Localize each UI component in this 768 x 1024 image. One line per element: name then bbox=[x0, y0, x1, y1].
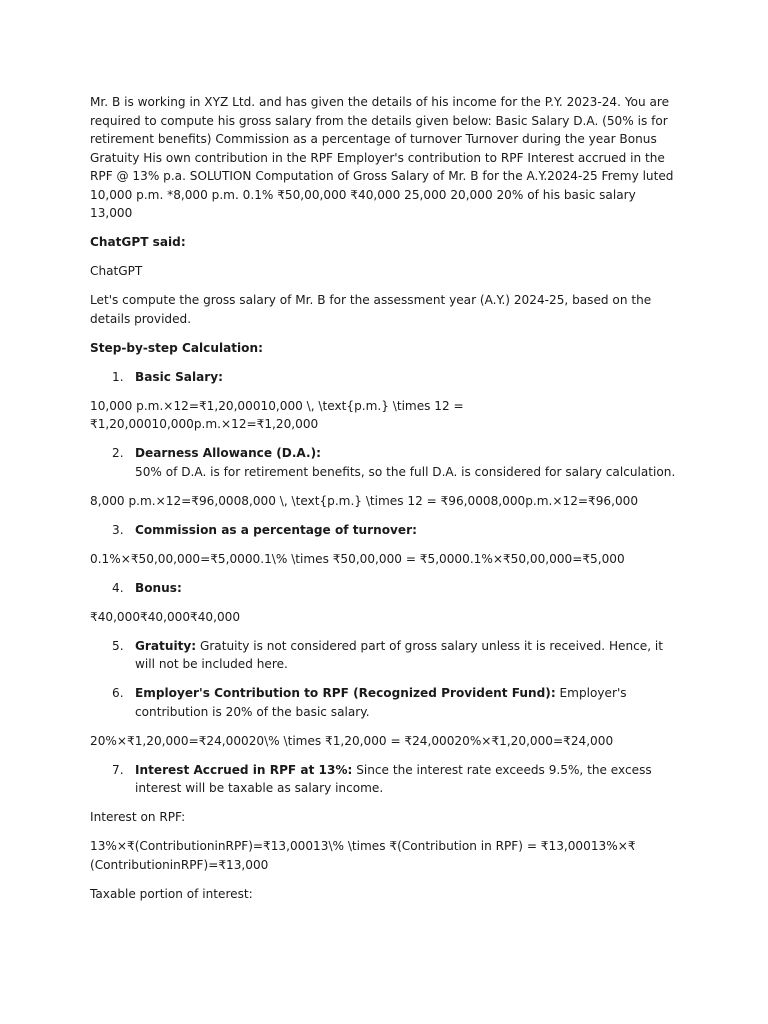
step-title: Basic Salary: bbox=[135, 369, 223, 384]
step-equation: 10,000 p.m.×12=₹1,20,00010,000 \, \text{p.m.} \times 12 = ₹1,20,00010,000p.m.×12=₹1,20,000 bbox=[90, 398, 464, 431]
step-list bbox=[90, 444, 680, 481]
taxable-label: Taxable portion of interest: bbox=[90, 886, 253, 901]
step-item bbox=[90, 684, 680, 721]
step-item bbox=[90, 521, 680, 540]
step-title: Gratuity: bbox=[135, 638, 197, 653]
step-number: 2. bbox=[112, 446, 124, 460]
step-list bbox=[90, 684, 680, 721]
step-title: Employer's Contribution to RPF (Recognized Provident Fund): bbox=[135, 686, 556, 700]
step-item bbox=[90, 637, 680, 674]
step-title: Dearness Allowance (D.A.): bbox=[135, 446, 321, 460]
step-equation: 20%×₹1,20,000=₹24,00020\% \times ₹1,20,000 = ₹24,00020%×₹1,20,000=₹24,000 bbox=[90, 733, 614, 748]
interest-equation: 13%×₹(ContributioninRPF)=₹13,00013\% \times ₹(Contribution in RPF) = ₹13,00013%×₹(ContributioninRPF)=₹13,000 bbox=[90, 839, 636, 872]
step-item bbox=[90, 579, 680, 598]
step-number: 7. bbox=[112, 762, 124, 777]
step-number: 4. bbox=[112, 580, 124, 595]
step-equation: 8,000 p.m.×12=₹96,0008,000 \, \text{p.m.} \times 12 = ₹96,0008,000p.m.×12=₹96,000 bbox=[90, 493, 639, 508]
step-text: Since the interest rate exceeds 9.5%, the excess interest will be taxable as salary income. bbox=[135, 762, 652, 795]
interest-label: Interest on RPF: bbox=[90, 810, 186, 824]
step-title: Interest Accrued in RPF at 13%: bbox=[135, 762, 353, 777]
response-said-label: ChatGPT said: bbox=[90, 235, 186, 249]
step-item bbox=[90, 761, 680, 798]
document-page bbox=[90, 93, 680, 914]
step-text: 50% of D.A. is for retirement benefits, so the full D.A. is considered for salary calculation. bbox=[135, 464, 676, 479]
step-list bbox=[90, 637, 680, 674]
response-author: ChatGPT bbox=[90, 264, 143, 278]
step-number: 1. bbox=[112, 369, 124, 384]
question-text: Mr. B is working in XYZ Ltd. and has given the details of his income for the P.Y. 2023-24. You are required to compute his gross salary from the details given below: Basic Salary D.A. (50% is for retirement benefits) Commission as a percentage of turnover Turnover during the year Bonus Gratuity His own contribution in the RPF Employer's contribution to RPF Interest accrued in the RPF @ 13% p.a. SOLUTION Computation of Gross Salary of Mr. B for the A.Y.2024-25 Fremy luted 10,000 p.m. *8,000 p.m. 0.1% ₹50,00,000 ₹40,000 25,000 20,000 20% of his basic salary 13,000 bbox=[90, 95, 674, 220]
step-title: Bonus: bbox=[135, 580, 182, 595]
step-title: Commission as a percentage of turnover: bbox=[135, 522, 417, 537]
step-number: 3. bbox=[112, 522, 124, 537]
calculation-heading: Step-by-step Calculation: bbox=[90, 340, 263, 355]
step-text: Gratuity is not considered part of gross salary unless it is received. Hence, it will not be included here. bbox=[135, 638, 664, 671]
step-equation: ₹40,000₹40,000₹40,000 bbox=[90, 609, 241, 624]
step-number: 6. bbox=[112, 686, 124, 700]
step-equation: 0.1%×₹50,00,000=₹5,0000.1\% \times ₹50,00,000 = ₹5,0000.1%×₹50,00,000=₹5,000 bbox=[90, 551, 625, 566]
step-list bbox=[90, 579, 680, 598]
step-item bbox=[90, 444, 680, 481]
step-list bbox=[90, 761, 680, 798]
step-list bbox=[90, 521, 680, 540]
step-number: 5. bbox=[112, 638, 124, 653]
step-text: Employer's contribution is 20% of the basic salary. bbox=[135, 686, 627, 719]
response-intro: Let's compute the gross salary of Mr. B for the assessment year (A.Y.) 2024-25, based on the details provided. bbox=[90, 293, 652, 326]
step-list bbox=[90, 368, 680, 387]
step-item bbox=[90, 368, 680, 387]
